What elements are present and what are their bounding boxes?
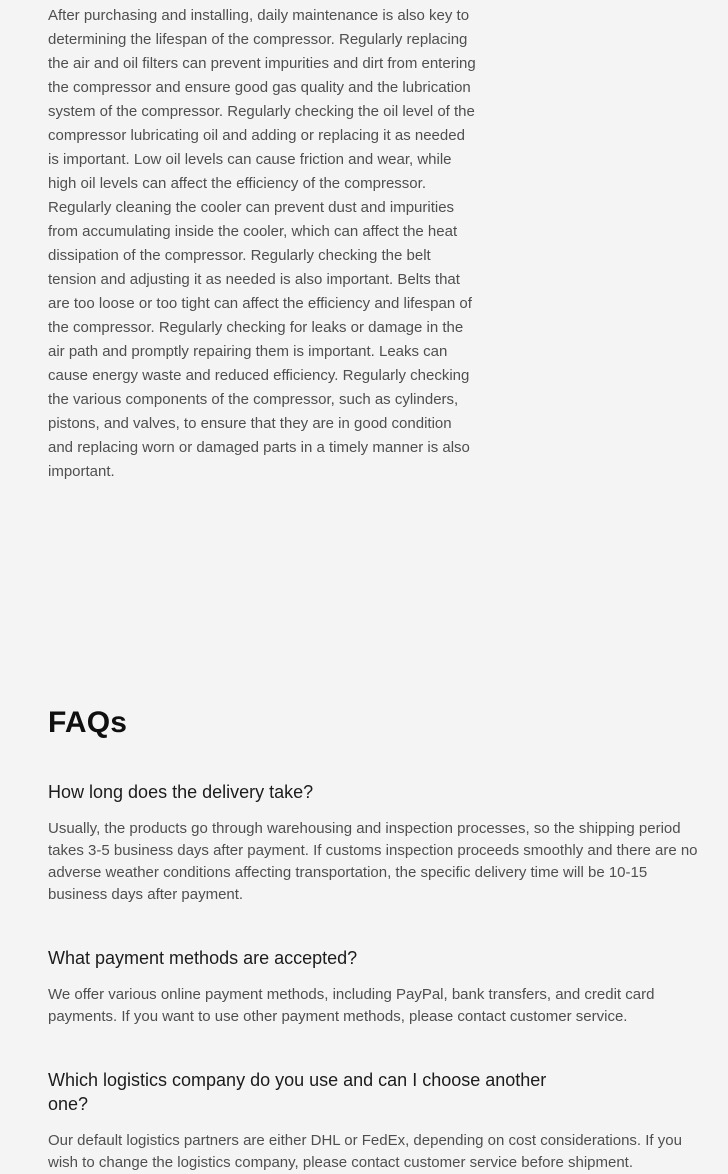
- faq-answer: Our default logistics partners are either DHL or FedEx, depending on cost considerations. If you wish to change the logistics company, please contact customer service before shipment.: [48, 1132, 682, 1171]
- faq-item: [48, 1068, 698, 1174]
- maintenance-paragraph: After purchasing and installing, daily maintenance is also key to determining the lifespan of the compressor. Regularly replacing the air and oil filters can prevent impurities and dirt from entering the compressor and ensure good gas quality and the lubrication system of the compressor. Regularly checking the oil level of the compressor lubricating oil and adding or replacing it as needed is important. Low oil levels can cause friction and wear, while high oil levels can affect the efficiency of the compressor. Regularly cleaning the cooler can prevent dust and impurities from accumulating inside the cooler, which can affect the heat dissipation of the compressor. Regularly checking the belt tension and adjusting it as needed is also important. Belts that are too loose or too tight can affect the efficiency and lifespan of the compressor. Regularly checking for leaks or damage in the air path and promptly repairing them is important. Leaks can cause energy waste and reduced efficiency. Regularly checking the various components of the compressor, such as cylinders, pistons, and valves, to ensure that they are in good condition and replacing worn or damaged parts in a timely manner is also important.: [48, 7, 476, 480]
- faq-question: Which logistics company do you use and can I choose another one?: [48, 1070, 547, 1114]
- faq-item: [48, 946, 698, 1028]
- faq-answer: We offer various online payment methods, including PayPal, bank transfers, and credit card payments. If you want to use other payment methods, please contact customer service.: [48, 986, 655, 1025]
- faqs-heading: FAQs: [48, 706, 128, 739]
- faq-question: What payment methods are accepted?: [48, 948, 358, 968]
- faq-answer: Usually, the products go through warehousing and inspection processes, so the shipping period takes 3-5 business days after payment. If customs inspection proceeds smoothly and there are no adverse weather conditions affecting transportation, the specific delivery time will be 10-15 business days after payment.: [48, 820, 698, 903]
- faq-question: How long does the delivery take?: [48, 782, 314, 802]
- faq-item: [48, 780, 698, 906]
